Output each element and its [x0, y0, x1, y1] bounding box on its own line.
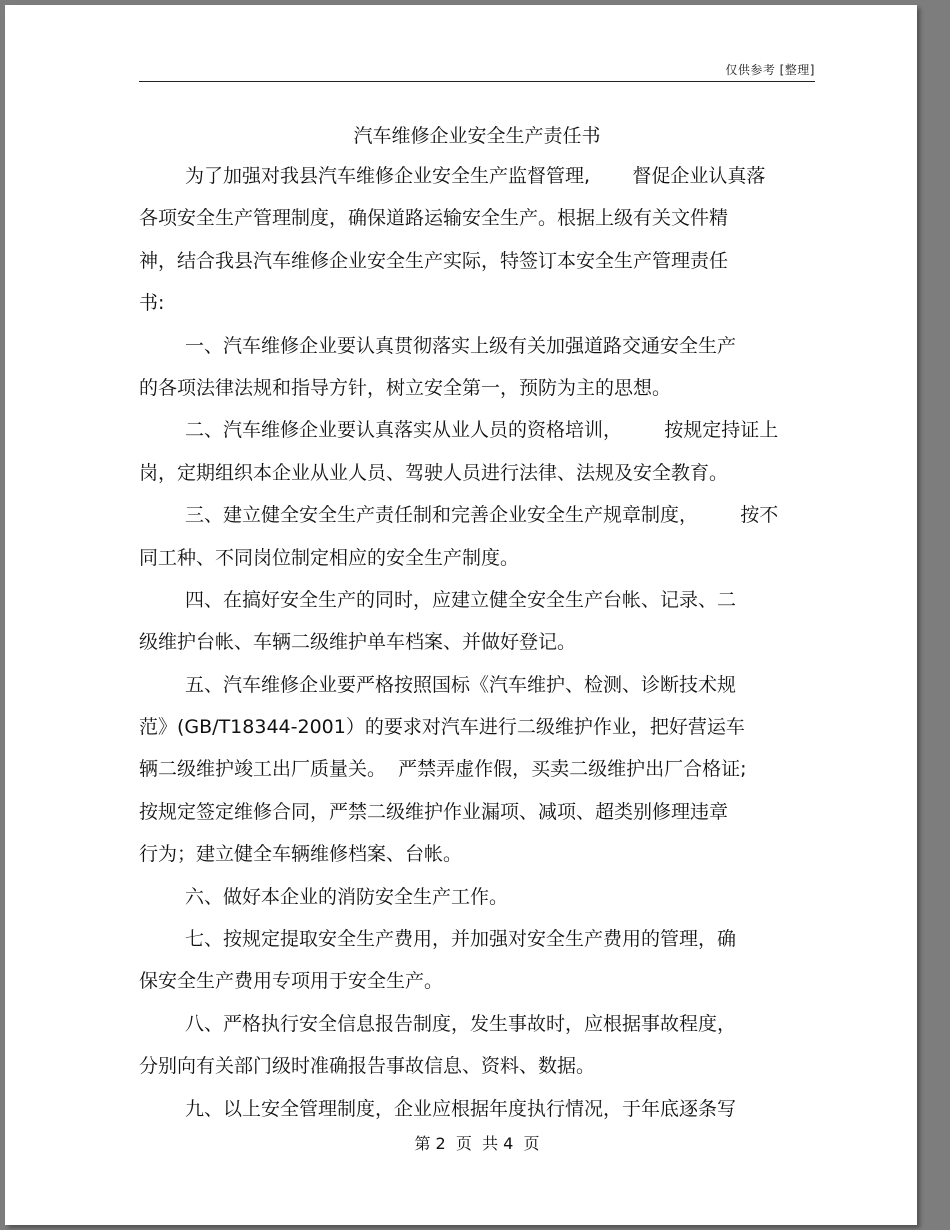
body-line: 同工种、不同岗位制定相应的安全生产制度。 [139, 546, 520, 569]
body-line: 按规定签定维修合同，严禁二级维护作业漏项、减项、超类别修理违章 [139, 800, 729, 823]
body-line: 五、汽车维修企业要严格按照国标《汽车维护、检测、诊断技术规 [185, 673, 737, 696]
body-line: 神，结合我县汽车维修企业安全生产实际，特签订本安全生产管理责任 [139, 249, 729, 272]
body-line: 一、汽车维修企业要认真贯彻落实上级有关加强道路交通安全生产 [185, 334, 737, 357]
body-line: 三、建立健全安全生产责任制和完善企业安全生产规章制度， 按不 [185, 504, 779, 527]
body-line: 为了加强对我县汽车维修企业安全生产监督管理, 督促企业认真落 [185, 165, 766, 187]
page-footer: 第 2 页 共 4 页 [414, 1134, 540, 1153]
body-line: 范》(GB/T18344-2001）的要求对汽车进行二级维护作业，把好营运车 [139, 716, 745, 739]
body-line: 的各项法律法规和指导方针，树立安全第一，预防为主的思想。 [139, 376, 672, 399]
document-page [5, 5, 917, 1225]
body-line: 四、在搞好安全生产的同时，应建立健全安全生产台帐、记录、二 [185, 588, 737, 611]
body-line: 岗，定期组织本企业从业人员、驾驶人员进行法律、法规及安全教育。 [139, 461, 729, 484]
body-line: 行为；建立健全车辆维修档案、台帐。 [139, 843, 463, 866]
body-line: 分别向有关部门级时准确报告事故信息、资料、数据。 [139, 1055, 596, 1078]
body-line: 保安全生产费用专项用于安全生产。 [139, 970, 444, 993]
header-rule [139, 81, 815, 82]
body-line: 九、以上安全管理制度，企业应根据年度执行情况，于年底逐条写 [185, 1097, 737, 1120]
body-line: 各项安全生产管理制度，确保道路运输安全生产。根据上级有关文件精 [139, 207, 729, 230]
body-line: 书: [139, 292, 165, 315]
body-line: 级维护台帐、车辆二级维护单车档案、并做好登记。 [139, 631, 577, 654]
document-body [139, 160, 815, 1135]
body-line: 六、做好本企业的消防安全生产工作。 [185, 885, 509, 908]
body-line: 八、严格执行安全信息报告制度，发生事故时，应根据事故程度， [185, 1012, 737, 1035]
document-title: 汽车维修企业安全生产责任书 [353, 125, 601, 147]
body-line: 辆二级维护竣工出厂质量关。 严禁弄虚作假，买卖二级维护出厂合格证; [139, 758, 747, 781]
body-line: 二、汽车维修企业要认真落实从业人员的资格培训， 按规定持证上 [185, 419, 779, 442]
page-header: 仅供参考 [整理] [725, 63, 815, 77]
body-line: 七、按规定提取安全生产费用，并加强对安全生产费用的管理，确 [185, 928, 737, 951]
